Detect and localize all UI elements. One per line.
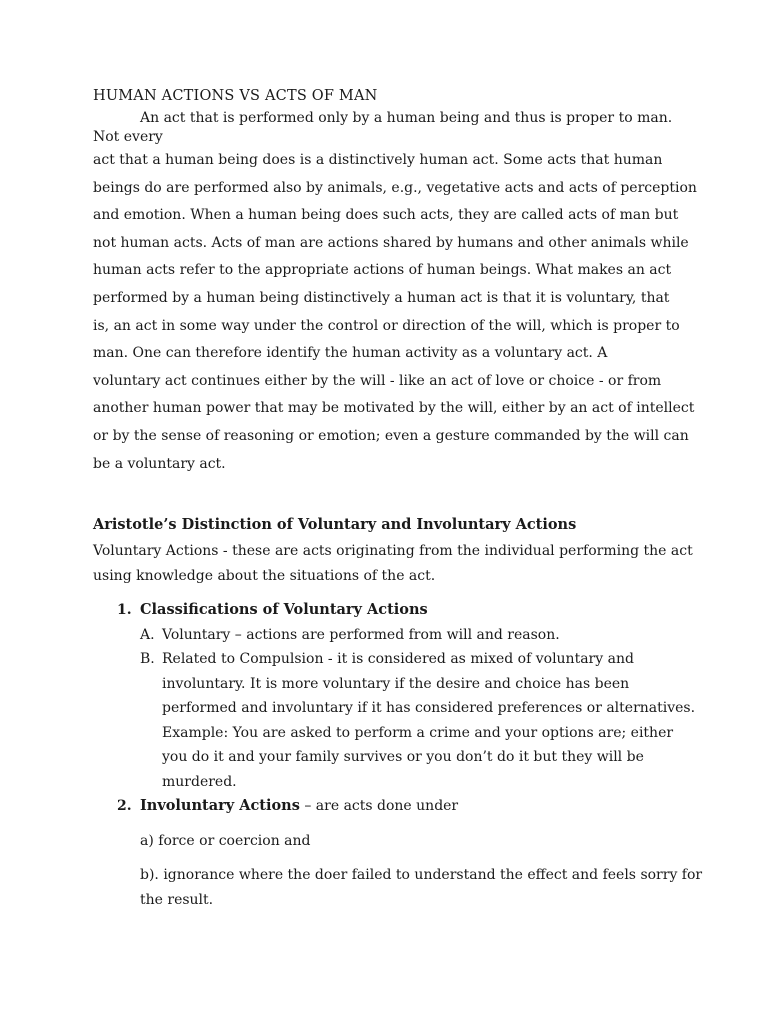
page-content	[93, 86, 703, 912]
lettered-item-text: Voluntary – actions are performed from will and reason.	[162, 626, 560, 643]
list-letter: A.	[140, 626, 155, 643]
list-item-title: Classifications of Voluntary Actions	[140, 601, 428, 619]
section-paragraph	[93, 539, 693, 588]
sub-b-line: the result.	[140, 891, 214, 908]
intro-paragraph	[93, 147, 697, 478]
list-letter: B.	[140, 651, 155, 668]
lettered-item-compulsion	[140, 647, 696, 794]
intro-line: not human acts. Acts of man are actions shared by humans and other animals while	[93, 234, 689, 251]
intro-line: performed by a human being distinctively a human act is that it is voluntary, that	[93, 289, 670, 306]
numbered-list	[93, 598, 703, 912]
lettered-item-line: performed and involuntary if it has considered preferences or alternatives.	[162, 700, 696, 717]
intro-line: beings do are performed also by animals, e.g., vegetative acts and acts of perception	[93, 179, 697, 196]
intro-line: act that a human being does is a distinctively human act. Some acts that human	[93, 152, 663, 168]
intro-line: be a voluntary act.	[93, 455, 226, 472]
sub-a-text: a) force or coercion and	[140, 832, 311, 849]
section-line: using knowledge about the situations of the act.	[93, 567, 436, 584]
list-number: 2.	[117, 798, 132, 815]
document-title: HUMAN ACTIONS VS ACTS OF MAN	[93, 88, 378, 104]
lettered-item-line: Example: You are asked to perform a crime and your options are; either	[162, 724, 674, 741]
involuntary-sub-b	[140, 863, 703, 912]
lettered-item-voluntary	[140, 623, 673, 648]
list-item-involuntary	[93, 794, 703, 912]
lettered-item-line: involuntary. It is more voluntary if the desire and choice has been	[162, 675, 630, 692]
involuntary-sub-a	[140, 829, 673, 854]
section-line: Voluntary Actions - these are acts originating from the individual performing the act	[93, 543, 693, 560]
list-item-classifications	[93, 598, 696, 794]
lettered-item-line: you do it and your family survives or you don’t do it but they will be	[162, 749, 644, 766]
list-item-title-rest: – are acts done under	[299, 798, 459, 815]
sub-b-line: b). ignorance where the doer failed to understand the effect and feels sorry for	[140, 867, 703, 884]
list-item-title: Involuntary Actions	[140, 797, 300, 815]
lettered-item-line: murdered.	[162, 773, 237, 790]
intro-line: and emotion. When a human being does such acts, they are called acts of man but	[93, 207, 679, 224]
lettered-item-line: Related to Compulsion - it is considered as mixed of voluntary and	[162, 651, 634, 668]
intro-line: is, an act in some way under the control or direction of the will, which is proper to	[93, 317, 680, 334]
intro-line: or by the sense of reasoning or emotion; even a gesture commanded by the will can	[93, 427, 689, 444]
intro-line: human acts refer to the appropriate actions of human beings. What makes an act	[93, 262, 672, 279]
intro-line: another human power that may be motivated by the will, either by an act of intellect	[93, 400, 695, 417]
lettered-list	[140, 623, 696, 795]
intro-first-line: An act that is performed only by a human being and thus is proper to man. Not every	[93, 110, 673, 145]
intro-line: voluntary act continues either by the will - like an act of love or choice - or from	[93, 372, 662, 389]
list-number: 1.	[117, 602, 132, 619]
intro-line: man. One can therefore identify the human activity as a voluntary act. A	[93, 345, 608, 362]
section-heading: Aristotle’s Distinction of Voluntary and Involuntary Actions	[93, 516, 577, 534]
